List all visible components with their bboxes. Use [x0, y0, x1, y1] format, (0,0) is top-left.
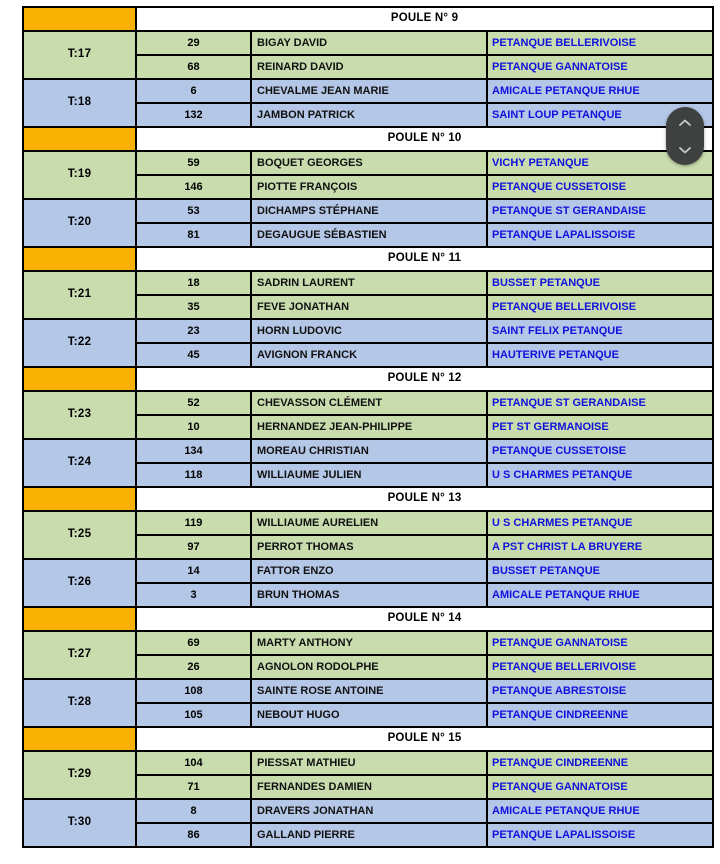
player-number: 26: [136, 655, 251, 679]
player-club: AMICALE PETANQUE RHUE: [487, 799, 713, 823]
player-name: AGNOLON RODOLPHE: [251, 655, 487, 679]
player-row[interactable]: [23, 511, 713, 535]
player-club: PETANQUE BELLERIVOISE: [487, 295, 713, 319]
player-number: 3: [136, 583, 251, 607]
poule-tag-cell: [23, 727, 136, 751]
poule-title: POULE N° 9: [136, 7, 713, 31]
team-label-cell: T:25: [23, 511, 136, 559]
player-number: 23: [136, 319, 251, 343]
poule-title: POULE N° 10: [136, 127, 713, 151]
player-number: 108: [136, 679, 251, 703]
player-club: PETANQUE ABRESTOISE: [487, 679, 713, 703]
player-name: HORN LUDOVIC: [251, 319, 487, 343]
player-number: 18: [136, 271, 251, 295]
player-number: 134: [136, 439, 251, 463]
player-row[interactable]: [23, 679, 713, 703]
team-label-cell: T:30: [23, 799, 136, 847]
player-name: FATTOR ENZO: [251, 559, 487, 583]
player-name: DEGAUGUE SÉBASTIEN: [251, 223, 487, 247]
poule-tag-cell: [23, 367, 136, 391]
player-number: 146: [136, 175, 251, 199]
player-row[interactable]: [23, 631, 713, 655]
player-number: 119: [136, 511, 251, 535]
player-number: 97: [136, 535, 251, 559]
player-number: 69: [136, 631, 251, 655]
player-number: 105: [136, 703, 251, 727]
player-number: 52: [136, 391, 251, 415]
player-club: PET ST GERMANOISE: [487, 415, 713, 439]
team-label-cell: T:19: [23, 151, 136, 199]
player-name: AVIGNON FRANCK: [251, 343, 487, 367]
poule-title: POULE N° 13: [136, 487, 713, 511]
player-number: 132: [136, 103, 251, 127]
player-club: BUSSET PETANQUE: [487, 559, 713, 583]
player-club: SAINT FELIX PETANQUE: [487, 319, 713, 343]
poule-header-row: [23, 367, 713, 391]
player-name: CHEVASSON CLÉMENT: [251, 391, 487, 415]
poule-header-row: [23, 247, 713, 271]
poule-header-row: [23, 127, 713, 151]
player-row[interactable]: [23, 319, 713, 343]
player-number: 59: [136, 151, 251, 175]
player-club: PETANQUE ST GERANDAISE: [487, 199, 713, 223]
player-number: 86: [136, 823, 251, 847]
poule-tag-cell: [23, 127, 136, 151]
team-label-cell: T:17: [23, 31, 136, 79]
player-name: SADRIN LAURENT: [251, 271, 487, 295]
player-club: PETANQUE LAPALISSOISE: [487, 823, 713, 847]
chevron-down-icon[interactable]: [677, 144, 693, 156]
player-name: BRUN THOMAS: [251, 583, 487, 607]
player-row[interactable]: [23, 391, 713, 415]
player-name: REINARD DAVID: [251, 55, 487, 79]
player-row[interactable]: [23, 199, 713, 223]
player-name: WILLIAUME AURELIEN: [251, 511, 487, 535]
poule-tag-cell: [23, 607, 136, 631]
player-number: 45: [136, 343, 251, 367]
player-number: 53: [136, 199, 251, 223]
player-club: PETANQUE CINDREENNE: [487, 751, 713, 775]
poule-tag-cell: [23, 487, 136, 511]
player-name: DICHAMPS STÉPHANE: [251, 199, 487, 223]
player-number: 10: [136, 415, 251, 439]
player-club: BUSSET PETANQUE: [487, 271, 713, 295]
player-club: PETANQUE CUSSETOISE: [487, 439, 713, 463]
chevron-up-icon[interactable]: [677, 117, 693, 129]
poule-title: POULE N° 14: [136, 607, 713, 631]
player-name: GALLAND PIERRE: [251, 823, 487, 847]
player-club: PETANQUE CINDREENNE: [487, 703, 713, 727]
player-number: 71: [136, 775, 251, 799]
player-name: CHEVALME JEAN MARIE: [251, 79, 487, 103]
player-name: WILLIAUME JULIEN: [251, 463, 487, 487]
player-name: FEVE JONATHAN: [251, 295, 487, 319]
player-name: SAINTE ROSE ANTOINE: [251, 679, 487, 703]
player-club: U S CHARMES PETANQUE: [487, 463, 713, 487]
player-name: FERNANDES DAMIEN: [251, 775, 487, 799]
player-name: MOREAU CHRISTIAN: [251, 439, 487, 463]
player-number: 8: [136, 799, 251, 823]
player-club: PETANQUE GANNATOISE: [487, 775, 713, 799]
player-name: BOQUET GEORGES: [251, 151, 487, 175]
player-number: 118: [136, 463, 251, 487]
player-row[interactable]: [23, 151, 713, 175]
player-club: HAUTERIVE PETANQUE: [487, 343, 713, 367]
poule-title: POULE N° 15: [136, 727, 713, 751]
player-club: U S CHARMES PETANQUE: [487, 511, 713, 535]
team-label-cell: T:23: [23, 391, 136, 439]
player-name: HERNANDEZ JEAN-PHILIPPE: [251, 415, 487, 439]
poule-title: POULE N° 12: [136, 367, 713, 391]
poule-header-row: [23, 727, 713, 751]
player-number: 81: [136, 223, 251, 247]
player-number: 35: [136, 295, 251, 319]
poule-tag-cell: [23, 247, 136, 271]
player-row[interactable]: [23, 79, 713, 103]
player-row[interactable]: [23, 799, 713, 823]
player-number: 6: [136, 79, 251, 103]
player-name: PIESSAT MATHIEU: [251, 751, 487, 775]
player-club: SAINT LOUP PETANQUE: [487, 103, 713, 127]
player-number: 104: [136, 751, 251, 775]
player-row[interactable]: [23, 559, 713, 583]
player-name: JAMBON PATRICK: [251, 103, 487, 127]
player-club: PETANQUE GANNATOISE: [487, 631, 713, 655]
team-label-cell: T:28: [23, 679, 136, 727]
player-club: VICHY PETANQUE: [487, 151, 713, 175]
player-number: 68: [136, 55, 251, 79]
team-label-cell: T:29: [23, 751, 136, 799]
player-name: NEBOUT HUGO: [251, 703, 487, 727]
player-name: BIGAY DAVID: [251, 31, 487, 55]
team-label-cell: T:18: [23, 79, 136, 127]
team-label-cell: T:21: [23, 271, 136, 319]
scroll-control[interactable]: [666, 107, 704, 165]
player-club: PETANQUE BELLERIVOISE: [487, 31, 713, 55]
player-club: PETANQUE ST GERANDAISE: [487, 391, 713, 415]
player-club: PETANQUE LAPALISSOISE: [487, 223, 713, 247]
player-number: 29: [136, 31, 251, 55]
team-label-cell: T:27: [23, 631, 136, 679]
player-club: PETANQUE GANNATOISE: [487, 55, 713, 79]
player-name: MARTY ANTHONY: [251, 631, 487, 655]
player-name: PIOTTE FRANÇOIS: [251, 175, 487, 199]
team-label-cell: T:26: [23, 559, 136, 607]
poules-table-body: [23, 7, 713, 847]
player-row[interactable]: [23, 751, 713, 775]
poules-table: [22, 6, 714, 848]
player-club: A PST CHRIST LA BRUYERE: [487, 535, 713, 559]
poule-tag-cell: [23, 7, 136, 31]
player-club: PETANQUE CUSSETOISE: [487, 175, 713, 199]
poule-header-row: [23, 487, 713, 511]
player-club: AMICALE PETANQUE RHUE: [487, 79, 713, 103]
player-row[interactable]: [23, 271, 713, 295]
player-row[interactable]: [23, 439, 713, 463]
poule-title: POULE N° 11: [136, 247, 713, 271]
player-club: PETANQUE BELLERIVOISE: [487, 655, 713, 679]
team-label-cell: T:24: [23, 439, 136, 487]
poule-header-row: [23, 7, 713, 31]
poule-header-row: [23, 607, 713, 631]
team-label-cell: T:22: [23, 319, 136, 367]
player-name: PERROT THOMAS: [251, 535, 487, 559]
player-row[interactable]: [23, 31, 713, 55]
team-label-cell: T:20: [23, 199, 136, 247]
player-number: 14: [136, 559, 251, 583]
player-name: DRAVERS JONATHAN: [251, 799, 487, 823]
player-club: AMICALE PETANQUE RHUE: [487, 583, 713, 607]
